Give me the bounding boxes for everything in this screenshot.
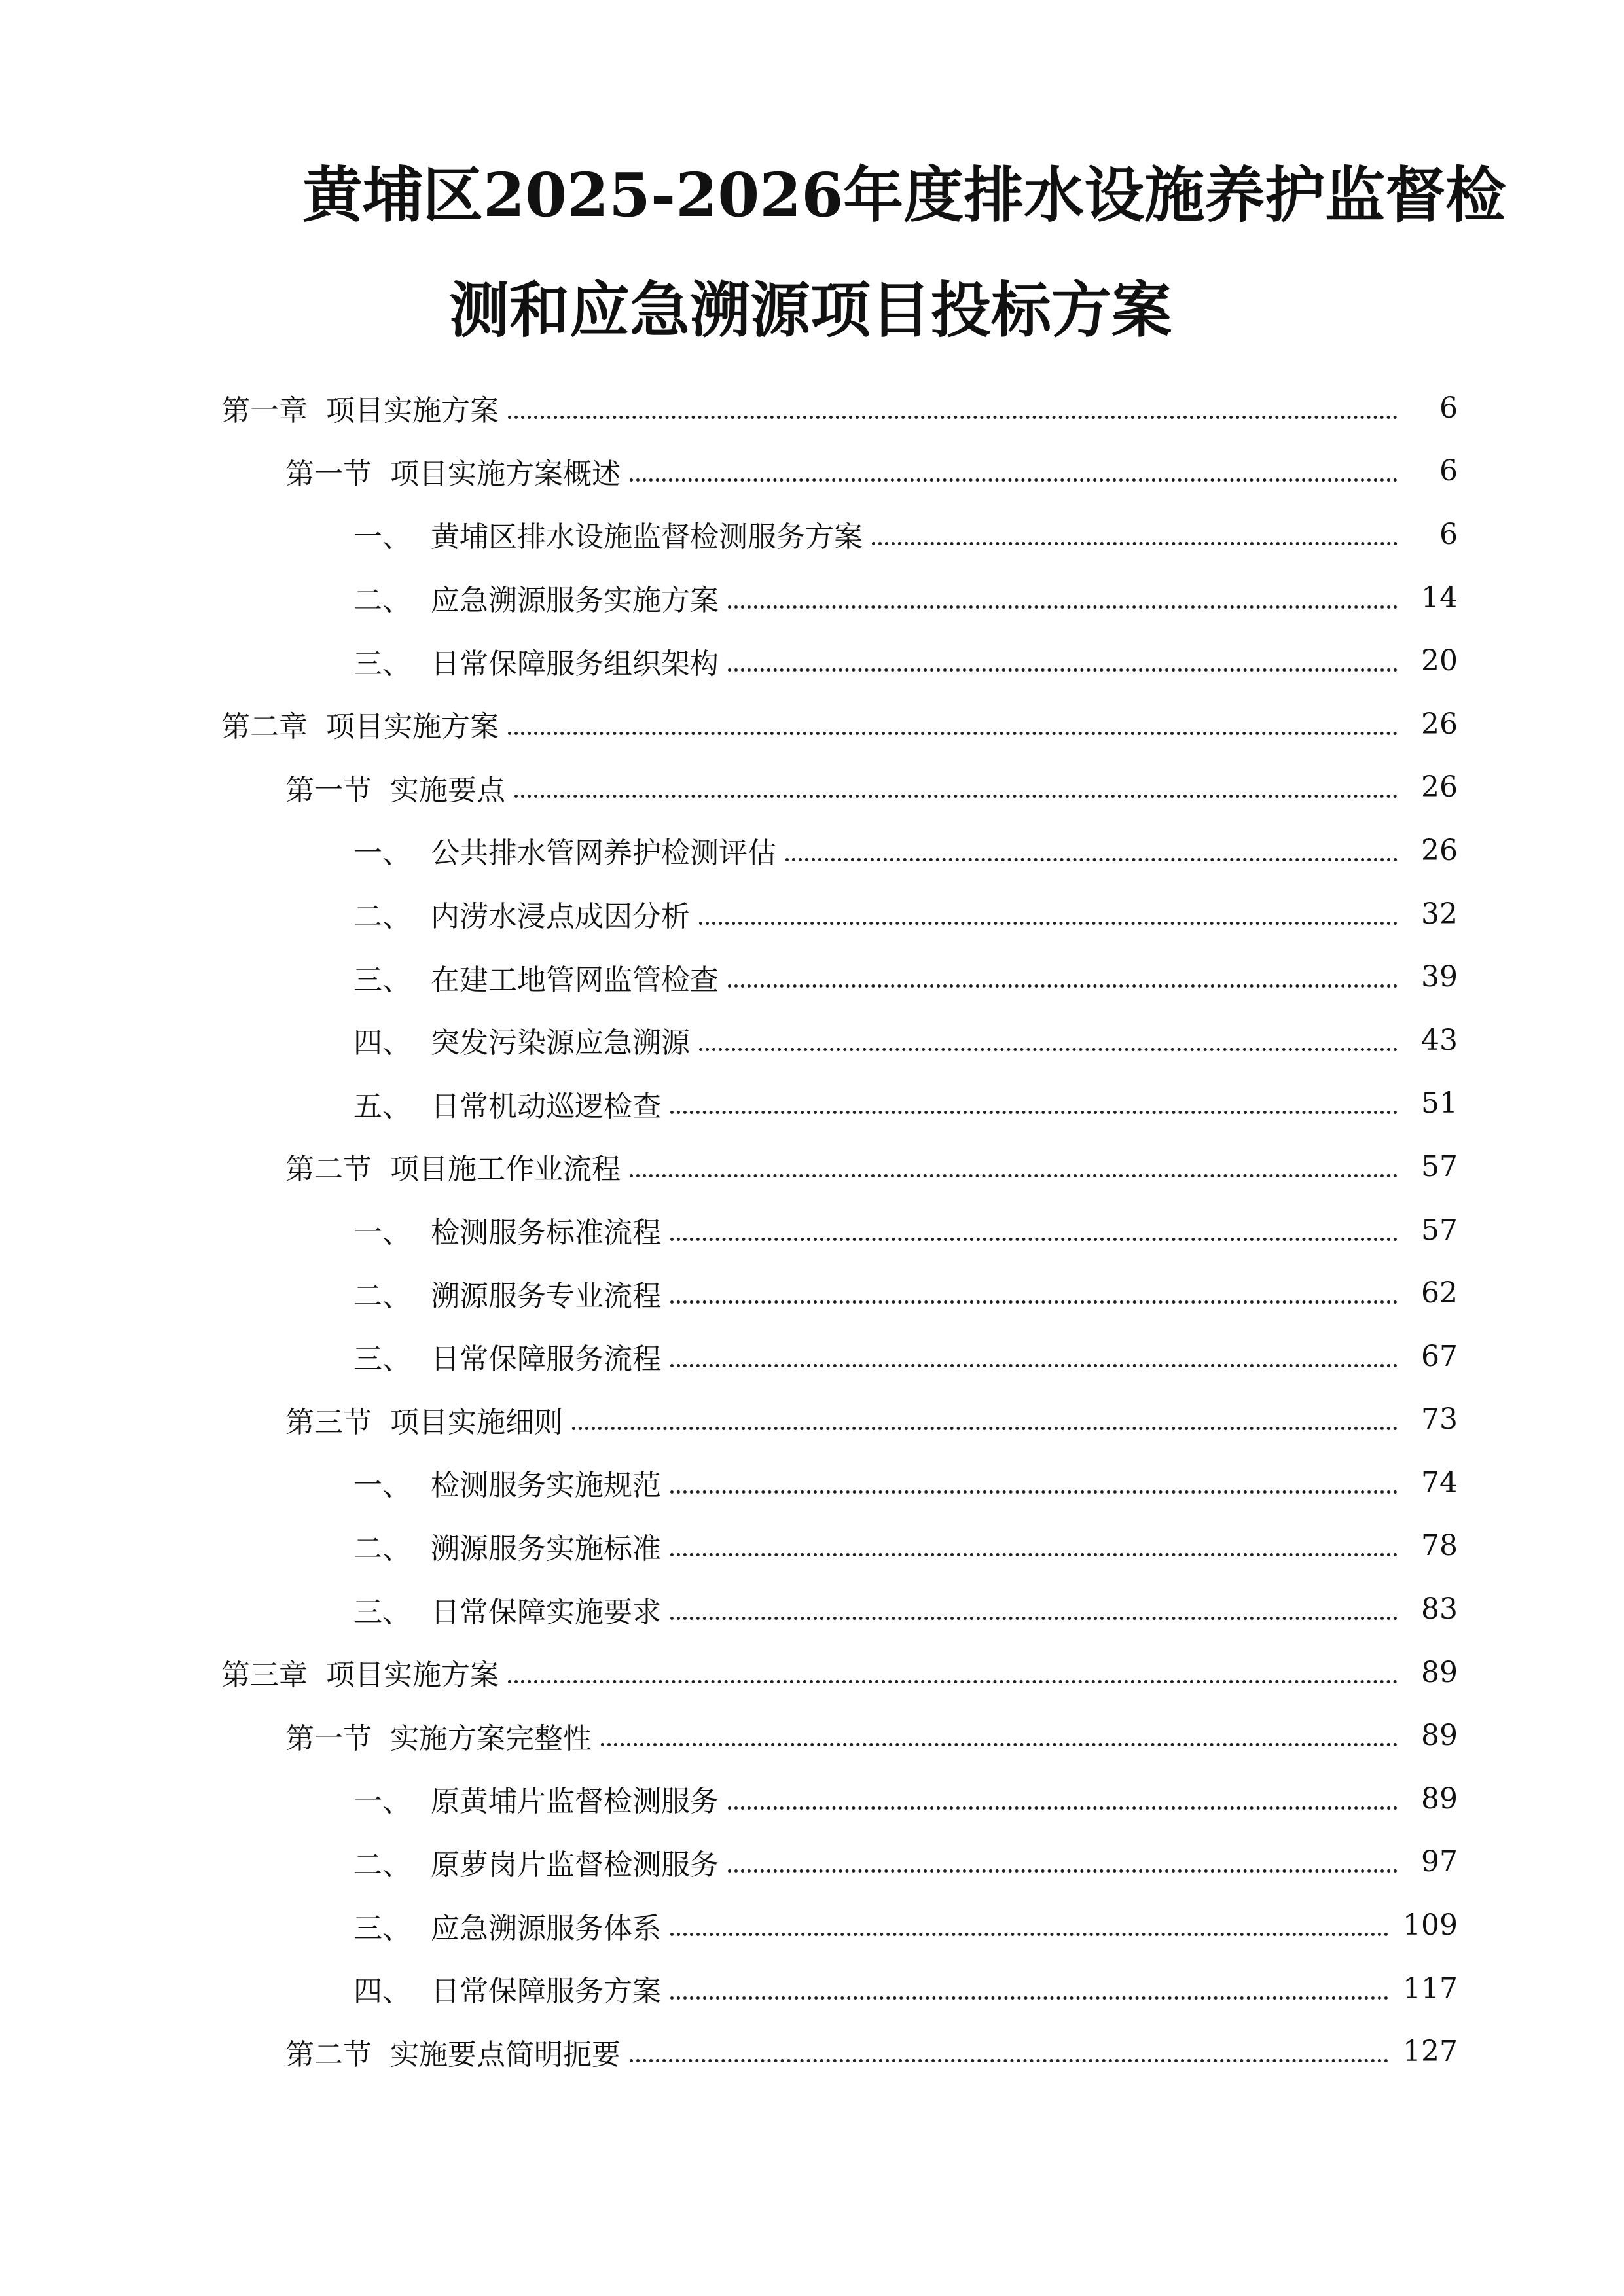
toc-page-number: 26 xyxy=(1421,770,1458,804)
toc-entry-number: 三、 xyxy=(353,1911,411,1945)
toc-dot-leader xyxy=(699,1048,1398,1051)
toc-entry[interactable] xyxy=(0,756,1624,819)
toc-entry-title: 实施要点 xyxy=(390,773,505,807)
toc-entry-number: 二、 xyxy=(353,1532,411,1566)
toc-entry-number: 一、 xyxy=(353,1469,411,1503)
toc-entry[interactable] xyxy=(0,1451,1624,1515)
toc-entry-title: 项目施工作业流程 xyxy=(390,1153,621,1187)
toc-page-number: 32 xyxy=(1421,897,1458,931)
toc-entry[interactable] xyxy=(0,2020,1624,2083)
toc-entry-number: 四、 xyxy=(353,1975,411,2009)
toc-entry[interactable] xyxy=(0,1577,1624,1641)
toc-page-number: 6 xyxy=(1439,454,1458,488)
toc-page-number: 97 xyxy=(1421,1845,1458,1879)
toc-dot-leader xyxy=(728,1869,1398,1873)
toc-entry[interactable] xyxy=(0,1831,1624,1894)
toc-dot-leader xyxy=(872,542,1398,545)
toc-page-number: 57 xyxy=(1421,1149,1458,1183)
toc-entry-number: 二、 xyxy=(353,584,411,618)
toc-entry-title: 内涝水浸点成因分析 xyxy=(431,900,690,934)
toc-entry-number: 第一节 xyxy=(285,1721,372,1755)
toc-entry-title: 应急溯源服务实施方案 xyxy=(431,584,719,618)
toc-entry[interactable] xyxy=(0,1009,1624,1072)
toc-dot-leader xyxy=(670,1364,1398,1367)
toc-entry[interactable] xyxy=(0,1072,1624,1136)
toc-dot-leader xyxy=(630,1174,1398,1177)
toc-dot-leader xyxy=(508,732,1398,735)
toc-entry-title: 日常保障服务流程 xyxy=(431,1342,661,1376)
toc-entry[interactable] xyxy=(0,1704,1624,1767)
toc-page-number: 109 xyxy=(1403,1909,1458,1943)
toc-entry-title: 日常保障实施要求 xyxy=(431,1595,661,1629)
toc-page-number: 26 xyxy=(1421,707,1458,741)
toc-page-number: 78 xyxy=(1421,1529,1458,1563)
toc-entry-title: 日常保障服务组织架构 xyxy=(431,647,719,681)
toc-dot-leader xyxy=(670,1490,1398,1494)
toc-entry-number: 三、 xyxy=(353,963,411,997)
toc-entry-number: 一、 xyxy=(353,1216,411,1250)
toc-entry[interactable] xyxy=(0,566,1624,630)
toc-entry-number: 二、 xyxy=(353,1279,411,1313)
toc-entry-title: 日常机动巡逻检查 xyxy=(431,1089,661,1123)
toc-dot-leader xyxy=(670,1553,1398,1556)
toc-page-number: 43 xyxy=(1421,1023,1458,1057)
table-of-contents xyxy=(0,376,1624,2083)
toc-entry[interactable] xyxy=(0,1515,1624,1578)
toc-entry-number: 一、 xyxy=(353,520,411,554)
toc-page-number: 67 xyxy=(1421,1339,1458,1373)
toc-entry-title: 检测服务实施规范 xyxy=(431,1469,661,1503)
toc-page-number: 73 xyxy=(1421,1403,1458,1437)
toc-dot-leader xyxy=(508,416,1398,419)
document-title-line-1: 黄埔区2025-2026年度排水设施养护监督检 xyxy=(302,160,1506,230)
toc-entry-title: 公共排水管网养护检测评估 xyxy=(431,836,776,870)
toc-dot-leader xyxy=(508,1680,1398,1683)
toc-entry-number: 第一节 xyxy=(285,457,372,491)
toc-dot-leader xyxy=(670,1111,1398,1114)
toc-dot-leader xyxy=(601,1743,1398,1746)
toc-entry[interactable] xyxy=(0,376,1624,440)
toc-entry-number: 第二章 xyxy=(221,710,308,744)
toc-entry-title: 突发污染源应急溯源 xyxy=(431,1026,690,1060)
toc-entry-title: 日常保障服务方案 xyxy=(431,1975,661,2009)
toc-entry-number: 第二节 xyxy=(285,1153,372,1187)
toc-dot-leader xyxy=(572,1427,1398,1430)
toc-entry[interactable] xyxy=(0,1325,1624,1388)
toc-entry[interactable] xyxy=(0,882,1624,946)
toc-entry-title: 黄埔区排水设施监督检测服务方案 xyxy=(431,520,863,554)
toc-entry-number: 第一节 xyxy=(285,773,372,807)
toc-dot-leader xyxy=(630,2059,1388,2062)
toc-page-number: 89 xyxy=(1421,1655,1458,1689)
toc-entry[interactable] xyxy=(0,1957,1624,2020)
toc-dot-leader xyxy=(670,1617,1398,1620)
toc-entry-title: 项目实施细则 xyxy=(390,1405,563,1439)
toc-entry[interactable] xyxy=(0,1135,1624,1198)
toc-entry[interactable] xyxy=(0,1641,1624,1704)
toc-page-number: 20 xyxy=(1421,644,1458,678)
toc-entry-number: 第三章 xyxy=(221,1659,308,1693)
toc-entry-number: 三、 xyxy=(353,1342,411,1376)
toc-entry-title: 应急溯源服务体系 xyxy=(431,1911,661,1945)
toc-entry[interactable] xyxy=(0,503,1624,566)
toc-entry-number: 五、 xyxy=(353,1089,411,1123)
toc-entry-number: 四、 xyxy=(353,1026,411,1060)
toc-page-number: 62 xyxy=(1421,1276,1458,1310)
toc-entry-title: 原黄埔片监督检测服务 xyxy=(431,1785,719,1819)
toc-entry[interactable] xyxy=(0,1388,1624,1452)
toc-dot-leader xyxy=(699,922,1398,925)
toc-dot-leader xyxy=(670,1996,1388,2000)
toc-entry-number: 一、 xyxy=(353,1785,411,1819)
document-title-line-2: 测和应急溯源项目投标方案 xyxy=(449,275,1172,346)
toc-entry-title: 在建工地管网监管检查 xyxy=(431,963,719,997)
toc-entry[interactable] xyxy=(0,1198,1624,1262)
toc-entry-number: 一、 xyxy=(353,836,411,870)
toc-dot-leader xyxy=(670,1238,1398,1241)
toc-entry-number: 三、 xyxy=(353,1595,411,1629)
toc-entry[interactable] xyxy=(0,1893,1624,1957)
toc-page-number: 74 xyxy=(1421,1465,1458,1499)
toc-page-number: 14 xyxy=(1421,581,1458,615)
toc-entry[interactable] xyxy=(0,1767,1624,1831)
toc-entry-title: 原萝岗片监督检测服务 xyxy=(431,1848,719,1882)
toc-dot-leader xyxy=(728,605,1398,609)
toc-entry[interactable] xyxy=(0,1261,1624,1325)
toc-entry-number: 三、 xyxy=(353,647,411,681)
toc-entry[interactable] xyxy=(0,692,1624,756)
toc-entry-number: 第一章 xyxy=(221,394,308,428)
toc-entry-title: 检测服务标准流程 xyxy=(431,1216,661,1250)
toc-entry-number: 二、 xyxy=(353,900,411,934)
toc-entry-title: 项目实施方案 xyxy=(326,1659,499,1693)
toc-page-number: 6 xyxy=(1439,391,1458,425)
toc-entry-title: 实施要点简明扼要 xyxy=(390,2037,621,2072)
toc-entry-title: 项目实施方案概述 xyxy=(390,457,621,491)
toc-dot-leader xyxy=(728,984,1398,988)
toc-page-number: 57 xyxy=(1421,1213,1458,1247)
toc-page-number: 39 xyxy=(1421,960,1458,994)
toc-entry-title: 溯源服务实施标准 xyxy=(431,1532,661,1566)
toc-dot-leader xyxy=(728,1806,1398,1810)
toc-dot-leader xyxy=(670,1300,1398,1304)
toc-entry-title: 溯源服务专业流程 xyxy=(431,1279,661,1313)
toc-page-number: 26 xyxy=(1421,833,1458,867)
toc-page-number: 117 xyxy=(1403,1971,1458,2005)
toc-entry-number: 二、 xyxy=(353,1848,411,1882)
toc-dot-leader xyxy=(728,668,1398,672)
toc-entry-title: 项目实施方案 xyxy=(326,710,499,744)
toc-page-number: 89 xyxy=(1421,1782,1458,1816)
toc-dot-leader xyxy=(630,478,1398,482)
toc-entry[interactable] xyxy=(0,819,1624,882)
toc-page-number: 127 xyxy=(1403,2035,1458,2069)
toc-entry-number: 第二节 xyxy=(285,2037,372,2072)
toc-entry-number: 第三节 xyxy=(285,1405,372,1439)
toc-entry-title: 实施方案完整性 xyxy=(390,1721,592,1755)
toc-page-number: 6 xyxy=(1439,517,1458,551)
toc-dot-leader xyxy=(785,858,1398,861)
toc-page-number: 83 xyxy=(1421,1592,1458,1626)
toc-entry[interactable] xyxy=(0,945,1624,1009)
toc-dot-leader xyxy=(670,1933,1388,1936)
toc-entry[interactable] xyxy=(0,629,1624,692)
toc-dot-leader xyxy=(514,795,1398,798)
toc-page-number: 89 xyxy=(1421,1719,1458,1753)
toc-entry[interactable] xyxy=(0,440,1624,503)
toc-entry-title: 项目实施方案 xyxy=(326,394,499,428)
toc-page-number: 51 xyxy=(1421,1086,1458,1121)
